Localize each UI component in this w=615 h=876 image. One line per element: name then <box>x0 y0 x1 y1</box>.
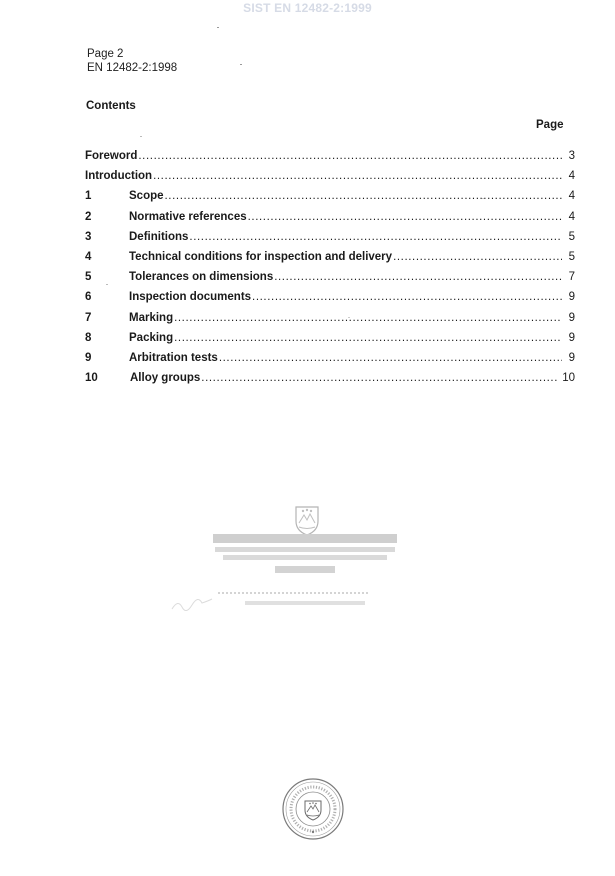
toc-number: 7 <box>85 311 92 324</box>
watermark: SIST EN 12482-2:1999 <box>243 1 372 15</box>
toc-page: 4 <box>568 190 575 203</box>
toc-number: 6 <box>85 291 92 304</box>
toc-entry-tolerances[interactable] <box>85 271 575 291</box>
toc-title: Foreword <box>85 150 138 162</box>
toc-leader <box>392 251 562 263</box>
round-seal-icon <box>281 777 345 841</box>
toc-page: 10 <box>562 372 575 385</box>
table-of-contents <box>85 150 575 392</box>
toc-title: Arbitration tests <box>129 351 218 364</box>
toc-leader <box>152 170 562 182</box>
toc-entry-foreword[interactable] <box>85 150 575 170</box>
toc-leader <box>273 271 562 283</box>
toc-leader <box>173 332 562 344</box>
page-column-label: Page <box>536 119 564 131</box>
toc-title: Alloy groups <box>130 372 201 385</box>
toc-entry-introduction[interactable] <box>85 170 575 190</box>
toc-page: 5 <box>568 230 575 243</box>
scan-speck <box>106 284 108 285</box>
mirrored-stamp-text <box>205 530 405 580</box>
toc-entry-alloy-groups[interactable] <box>85 372 575 392</box>
toc-page: 9 <box>568 291 575 304</box>
toc-leader <box>164 190 562 202</box>
page-number: Page 2 <box>87 48 124 60</box>
toc-number: 8 <box>85 331 92 344</box>
scan-speck <box>217 27 219 28</box>
toc-entry-definitions[interactable] <box>85 231 575 251</box>
toc-entry-scope[interactable] <box>85 190 575 210</box>
scan-speck <box>140 136 142 137</box>
toc-title: Marking <box>129 311 174 324</box>
toc-title: Introduction <box>85 170 153 183</box>
toc-number: 3 <box>85 230 92 243</box>
toc-title: Definitions <box>129 230 189 243</box>
toc-title: Tolerances on dimensions <box>129 271 274 284</box>
toc-page: 9 <box>568 311 575 324</box>
toc-page: 5 <box>568 250 575 263</box>
toc-leader <box>137 150 562 162</box>
toc-number: 10 <box>85 372 98 385</box>
toc-entry-technical-conditions[interactable] <box>85 251 575 271</box>
toc-leader <box>218 352 562 364</box>
signature-line <box>218 590 368 596</box>
toc-page: 3 <box>568 150 575 162</box>
scan-speck <box>482 198 484 199</box>
contents-title: Contents <box>86 100 136 112</box>
scan-speck <box>240 64 242 65</box>
toc-entry-normative-references[interactable] <box>85 211 575 231</box>
toc-leader <box>247 211 562 223</box>
toc-number: 9 <box>85 351 92 364</box>
toc-number: 1 <box>85 190 92 203</box>
toc-entry-arbitration-tests[interactable] <box>85 352 575 372</box>
toc-page: 4 <box>568 210 575 223</box>
toc-leader <box>188 231 562 243</box>
toc-page: 4 <box>568 170 575 183</box>
toc-entry-marking[interactable] <box>85 312 575 332</box>
signature-scribble <box>170 597 214 613</box>
signature-caption <box>245 600 365 606</box>
toc-leader <box>173 312 562 324</box>
toc-title: Scope <box>129 190 164 203</box>
toc-leader <box>200 372 559 384</box>
toc-number: 4 <box>85 250 92 263</box>
toc-page: 9 <box>568 331 575 344</box>
toc-entry-packing[interactable] <box>85 332 575 352</box>
toc-number: 5 <box>85 271 92 284</box>
toc-entry-inspection-documents[interactable] <box>85 291 575 311</box>
standard-id: EN 12482-2:1998 <box>87 62 178 74</box>
toc-title: Packing <box>129 331 174 344</box>
toc-title: Technical conditions for inspection and delivery <box>129 250 393 263</box>
toc-number: 2 <box>85 210 92 223</box>
page-header <box>87 47 177 75</box>
toc-leader <box>251 291 562 303</box>
toc-title: Inspection documents <box>129 291 252 304</box>
scan-speck <box>348 317 350 318</box>
toc-page: 9 <box>568 351 575 364</box>
toc-title: Normative references <box>129 210 247 223</box>
toc-page: 7 <box>568 271 575 284</box>
